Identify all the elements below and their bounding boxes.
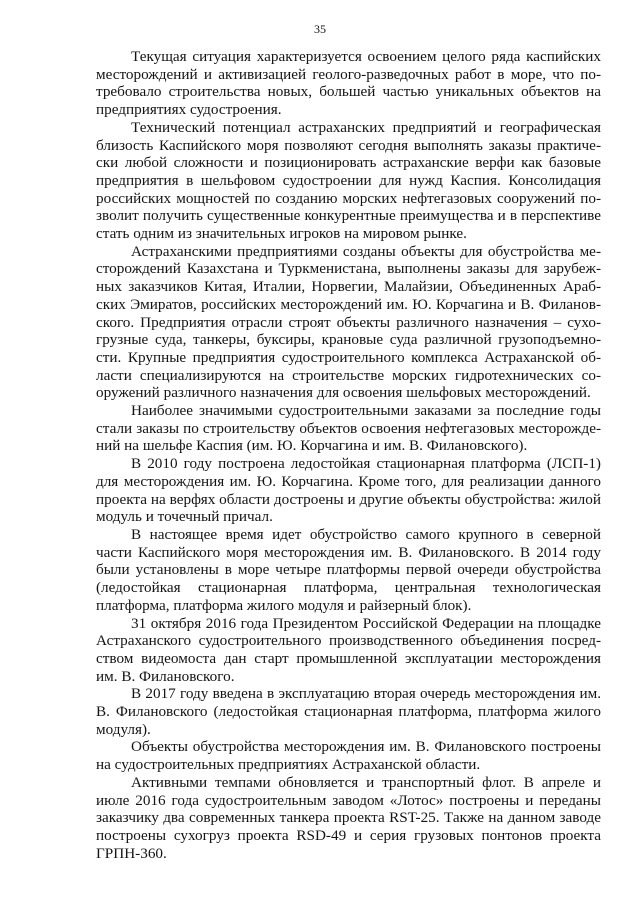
paragraph: Наиболее значимыми судостроительными заказами за последние годы стали заказы по строительству объектов освоения нефтегазовых месторождений на шельфе Каспия (им. Ю. Корчагина и им. В. Филановского). bbox=[96, 402, 601, 455]
text-body bbox=[96, 48, 601, 862]
paragraph: В настоящее время идет обустройство самого крупного в северной части Каспийского моря месторождения им. В. Филановского. В 2014 году были установлены в море четыре платформы первой очереди обустройства (ледостойкая стационарная платформа, центральная технологическая платформа, платформа жилого модуля и райзерный блок). bbox=[96, 525, 601, 614]
paragraph: Текущая ситуация характеризуется освоением целого ряда каспийских месторождений и активизацией геолого-разведочных работ в море, что потребовало строительства новых, большей частью уникальных объектов на предприятиях судостроения. bbox=[96, 48, 601, 119]
page-number: 35 bbox=[314, 22, 326, 36]
paragraph: Технический потенциал астраханских предприятий и географическая близость Каспийского моря позволяют сегодня выполнять заказы практически любой сложности и позиционировать астраханские верфи как базовые предприятия в шельфовом судостроении для нужд Каспия. Консолидация российских мощностей по созданию морских нефтегазовых сооружений позволит получить существенные конкурентные преимущества и в перспективе стать одним из значительных игроков на мировом рынке. bbox=[96, 118, 601, 243]
paragraph: В 2010 году построена ледостойкая стационарная платформа (ЛСП-1) для месторождения им. Ю. Корчагина. Кроме того, для реализации данного проекта на верфях области достроены и другие объекты обустройства: жилой модуль и точечный причал. bbox=[96, 455, 601, 526]
paragraph: В 2017 году введена в эксплуатацию вторая очередь месторождения им. В. Филановского (ледостойкая стационарная платформа, платформа жилого модуля). bbox=[96, 685, 601, 738]
paragraph: 31 октября 2016 года Президентом Российской Федерации на площадке Астраханского судостроительного производственного объединения посредством видеомоста дан старт промышленной эксплуатации месторождения им. В. Филановского. bbox=[96, 614, 601, 685]
paragraph: Астраханскими предприятиями созданы объекты для обустройства месторождений Казахстана и Туркменистана, выполнены заказы для зарубежных заказчиков Китая, Италии, Норвегии, Малайзии, Объединенных Арабских Эмиратов, российских месторождений им. Ю. Корчагина и В. Филановского. Предприятия отрасли строят объекты различного назначения – сухогрузные суда, танкеры, буксиры, крановые суда различной грузоподъемности. Крупные предприятия судостроительного комплекса Астраханской области специализируются на строительстве морских гидротехнических сооружений различного назначения для освоения шельфовых месторождений. bbox=[96, 242, 601, 402]
paragraph: Объекты обустройства месторождения им. В. Филановского построены на судостроительных предприятиях Астраханской области. bbox=[96, 738, 601, 774]
paragraph: Активными темпами обновляется и транспортный флот. В апреле и июле 2016 года судостроительным заводом «Лотос» построены и переданы заказчику два современных танкера проекта RST-25. Также на данном заводе построены сухогруз проекта RSD-49 и серия грузовых понтонов проекта ГРПН-360. bbox=[96, 773, 601, 862]
